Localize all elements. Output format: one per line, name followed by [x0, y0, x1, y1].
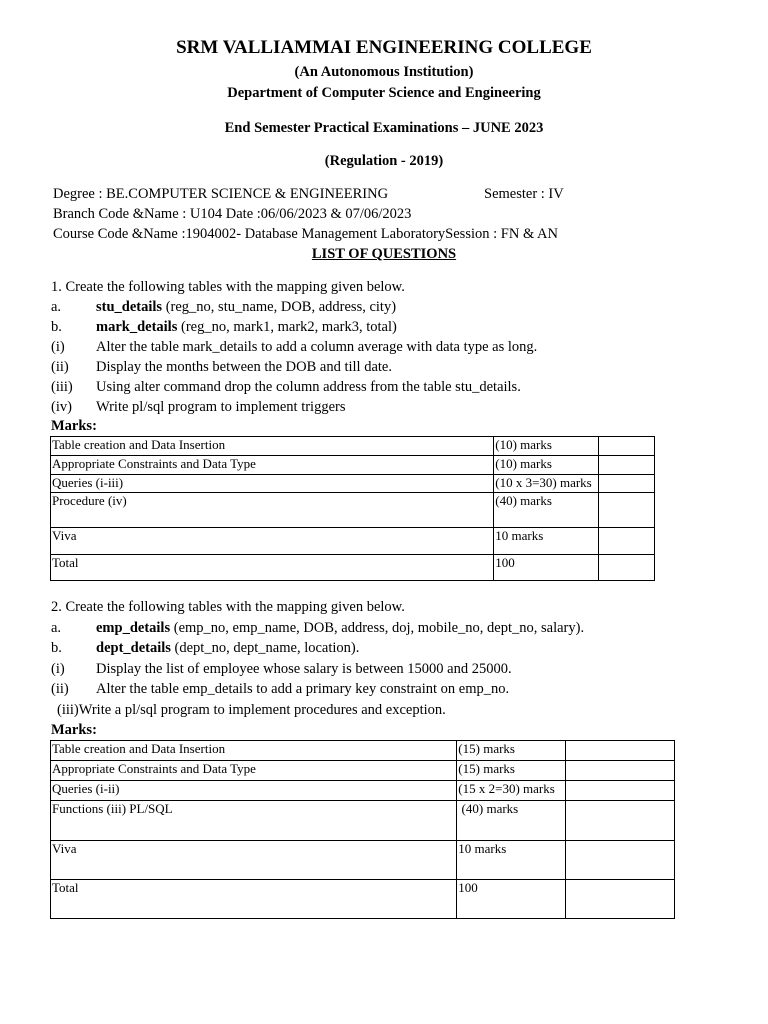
table-row [51, 475, 655, 493]
table-cell: (10) marks [494, 437, 599, 456]
table-cell [566, 880, 675, 919]
table-cell: 100 [494, 555, 599, 581]
table-cell: Queries (i-iii) [51, 475, 494, 493]
exam-title: End Semester Practical Examinations – JUNE 2023 [224, 120, 544, 136]
q1-marker-ii: (ii) [51, 359, 69, 375]
table-cell: 100 [457, 880, 566, 919]
branch-line: Branch Code &Name : U104 Date :06/06/2023 & 07/06/2023 [53, 206, 412, 222]
table-row [51, 781, 675, 801]
table-row [51, 528, 655, 555]
course-line: Course Code &Name :1904002- Database Management LaboratorySession : FN & AN [53, 226, 558, 242]
table-cell: 10 marks [457, 841, 566, 880]
table-cell: Queries (i-ii) [51, 781, 457, 801]
q1-item-i: Alter the table mark_details to add a column average with data type as long. [96, 339, 538, 355]
q1-marker-iv: (iv) [51, 399, 72, 415]
table-cell: (15) marks [457, 741, 566, 761]
table-cell: (10 x 3=30) marks [494, 475, 599, 493]
q2-marks-table [50, 740, 675, 919]
table-cell: (15 x 2=30) marks [457, 781, 566, 801]
table-cell: (40) marks [494, 493, 599, 528]
college-name: SRM VALLIAMMAI ENGINEERING COLLEGE [176, 37, 592, 58]
q1-item-iv: Write pl/sql program to implement triggers [96, 399, 346, 415]
table-cell: (10) marks [494, 456, 599, 475]
q2-marker-a: a. [51, 620, 62, 636]
q1-item-a: stu_details (reg_no, stu_name, DOB, address, city) [96, 299, 397, 315]
table-cell [599, 493, 655, 528]
table-cell: (15) marks [457, 761, 566, 781]
table-row [51, 801, 675, 841]
table-row [51, 880, 675, 919]
q2-item-i: Display the list of employee whose salary is between 15000 and 25000. [96, 661, 512, 677]
table-cell: Table creation and Data Insertion [51, 437, 494, 456]
table-cell: Total [51, 880, 457, 919]
table-cell [599, 456, 655, 475]
table-cell [599, 555, 655, 581]
table-cell: Appropriate Constraints and Data Type [51, 761, 457, 781]
q1-marker-i: (i) [51, 339, 65, 355]
degree-line: Degree : BE.COMPUTER SCIENCE & ENGINEERING [53, 186, 389, 202]
table-row [51, 841, 675, 880]
table-cell: Table creation and Data Insertion [51, 741, 457, 761]
list-heading: LIST OF QUESTIONS [311, 246, 457, 262]
q2-marks-label: Marks: [51, 722, 97, 738]
table-cell [566, 741, 675, 761]
q2-intro: 2. Create the following tables with the mapping given below. [51, 599, 405, 615]
q2-item-a: emp_details (emp_no, emp_name, DOB, address, doj, mobile_no, dept_no, salary). [96, 620, 585, 636]
table-row [51, 437, 655, 456]
table-cell [566, 841, 675, 880]
table-cell: Viva [51, 528, 494, 555]
q1-intro: 1. Create the following tables with the mapping given below. [51, 279, 405, 295]
q1-item-b: mark_details (reg_no, mark1, mark2, mark3, total) [96, 319, 397, 335]
table-row [51, 555, 655, 581]
table-row [51, 761, 675, 781]
q1-item-ii: Display the months between the DOB and till date. [96, 359, 392, 375]
table-cell [566, 781, 675, 801]
table-cell: 10 marks [494, 528, 599, 555]
table-cell: Procedure (iv) [51, 493, 494, 528]
table-cell: Viva [51, 841, 457, 880]
department-name: Department of Computer Science and Engineering [227, 85, 541, 101]
q1-marks-label: Marks: [51, 418, 97, 434]
table-cell: (40) marks [457, 801, 566, 841]
table-row [51, 456, 655, 475]
q2-item-ii: Alter the table emp_details to add a primary key constraint on emp_no. [96, 681, 510, 697]
q2-item-b: dept_details (dept_no, dept_name, location). [96, 640, 360, 656]
institution-status: (An Autonomous Institution) [294, 64, 474, 80]
q2-marker-b: b. [51, 640, 62, 656]
table-cell: Functions (iii) PL/SQL [51, 801, 457, 841]
semester-line: Semester : IV [484, 186, 564, 202]
table-cell [566, 761, 675, 781]
q1-marker-a: a. [51, 299, 62, 315]
q1-item-iii: Using alter command drop the column address from the table stu_details. [96, 379, 521, 395]
table-row [51, 493, 655, 528]
q1-marks-table [50, 436, 655, 581]
table-cell [599, 437, 655, 456]
q2-marker-ii: (ii) [51, 681, 69, 697]
q2-item-iii: (iii)Write a pl/sql program to implement procedures and exception. [57, 702, 446, 718]
table-cell [599, 528, 655, 555]
table-row [51, 741, 675, 761]
q1-marker-iii: (iii) [51, 379, 73, 395]
q2-marker-i: (i) [51, 661, 65, 677]
table-cell: Total [51, 555, 494, 581]
table-cell [566, 801, 675, 841]
q1-marker-b: b. [51, 319, 62, 335]
table-cell [599, 475, 655, 493]
regulation: (Regulation - 2019) [324, 153, 444, 169]
table-cell: Appropriate Constraints and Data Type [51, 456, 494, 475]
